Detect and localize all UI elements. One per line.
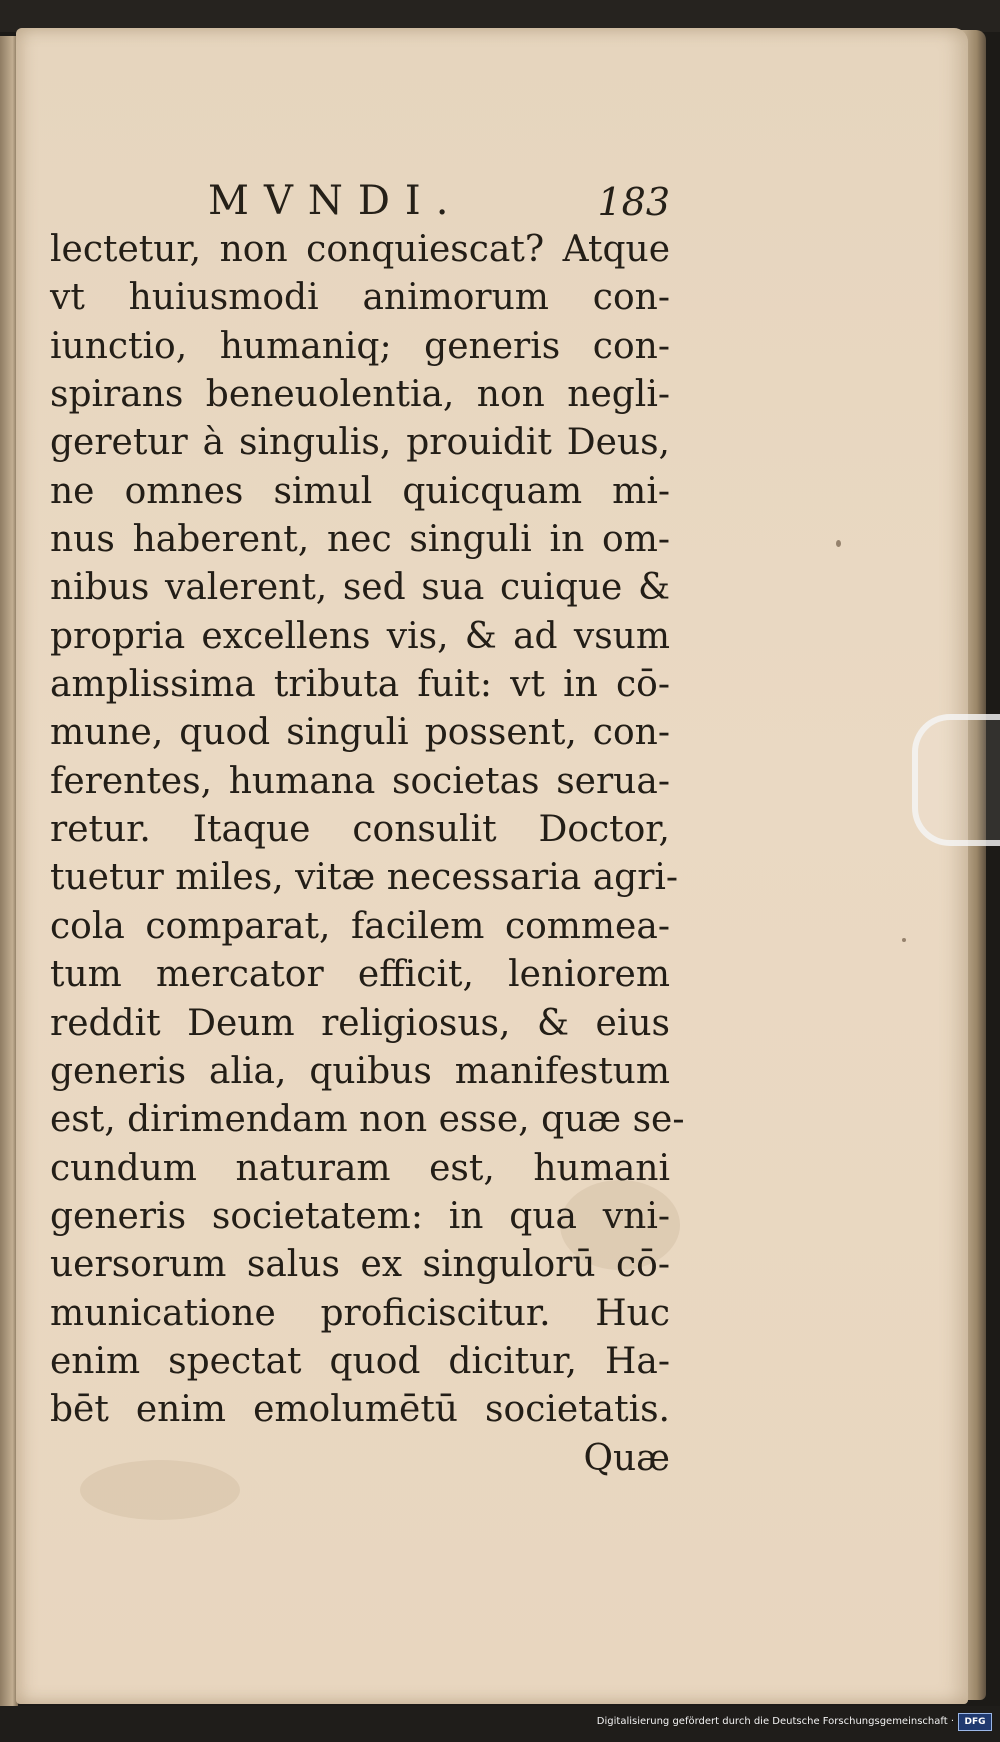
text-line: propria excellens vis, & ad vsum [50,615,670,657]
page-clip [912,714,1000,846]
text-line: ne omnes simul quicquam mi- [50,470,670,512]
text-line: lectetur, non conquiescat? Atque [50,229,670,270]
ink-spot [902,938,906,942]
text-line: iunctio, humaniq; generis con- [50,325,670,367]
text-line: retur. Itaque consulit Doctor, [50,809,670,851]
text-line: bēt enim emolumētū societatis. [50,1389,670,1431]
text-line: est, dirimendam non esse, quæ se- [50,1099,685,1141]
text-line: enim spectat quod dicitur, Ha- [50,1340,670,1382]
funding-credit: Digitalisierung gefördert durch die Deutsche Forschungsgemeinschaft · [596,1716,954,1727]
text-line: generis alia, quibus manifestum [50,1050,670,1092]
text-line: generis societatem: in qua vni- [50,1195,670,1237]
text-line: mune, quod singuli possent, con- [50,712,670,754]
text-line: geretur à singulis, prouidit Deus, [50,422,670,464]
body-text [50,226,685,1435]
running-title: MVNDI. [208,178,464,224]
text-line: cundum naturam est, humani [50,1147,670,1189]
page-number: 183 [597,180,670,224]
text-line: tum mercator efficit, leniorem [50,954,670,996]
text-line: amplissima tributa fuit: vt in cō- [50,664,670,706]
paper-stain [80,1460,240,1520]
text-line: nibus valerent, sed sua cuique & [50,567,670,609]
text-line: cola comparat, facilem commea- [50,905,670,947]
text-line: vt huiusmodi animorum con- [50,277,670,319]
text-line: spirans beneuolentia, non negli- [50,374,670,416]
text-line: municatione proficiscitur. Huc [50,1292,670,1334]
text-line: ferentes, humana societas serua- [50,760,670,802]
ink-spot [836,540,841,547]
text-line: reddit Deum religiosus, & eius [50,1002,670,1044]
catchword: Quæ [583,1438,670,1479]
text-line: tuetur miles, vitæ necessaria agri- [50,857,679,899]
text-line: uersorum salus ex singulorū cō- [50,1244,670,1286]
text-line: nus haberent, nec singuli in om- [50,519,670,561]
dfg-logo: DFG [958,1713,992,1731]
